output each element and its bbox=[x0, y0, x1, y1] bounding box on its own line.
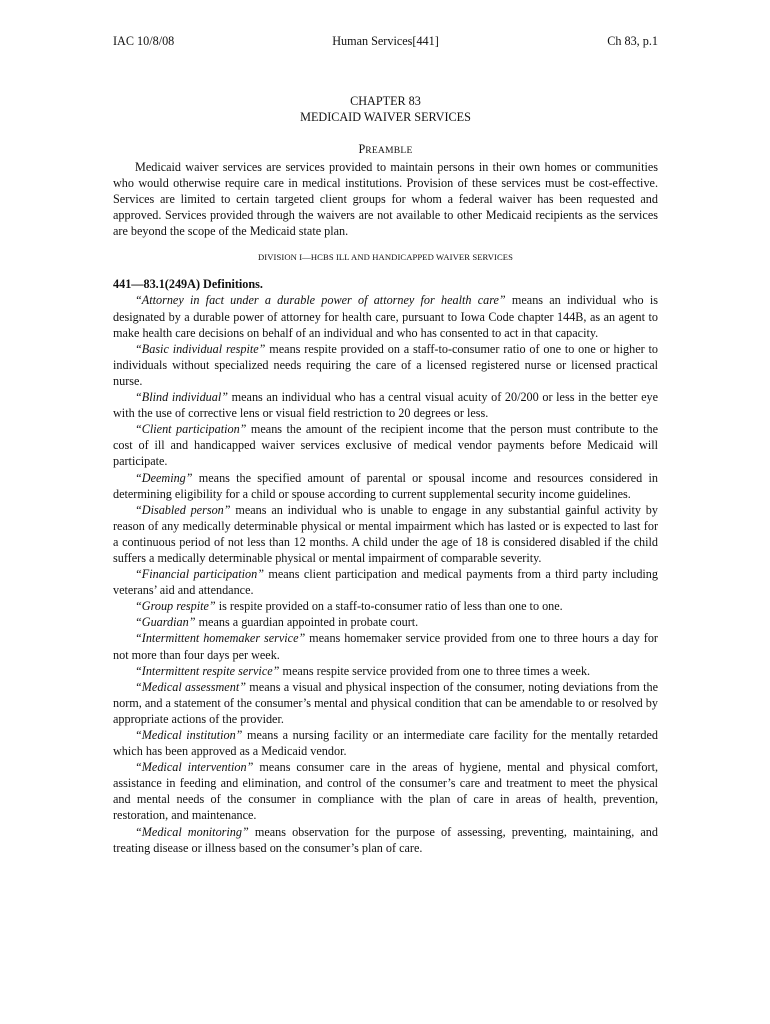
definition-disabled-person bbox=[113, 502, 658, 566]
definition-term: “Intermittent respite service” bbox=[135, 663, 280, 678]
definition-medical-intervention bbox=[113, 759, 658, 823]
definition-blind-individual bbox=[113, 389, 658, 421]
definition-text: means the specified amount of parental or spousal income and resources considered in determining eligibility for a child or spouse according to current supplemental security income guidelines. bbox=[113, 470, 658, 501]
definition-term: “Client participation” bbox=[135, 422, 247, 437]
definition-term: “Medical assessment” bbox=[135, 679, 246, 694]
preamble-heading-initial: P bbox=[358, 142, 366, 156]
definition-intermittent-respite-service bbox=[113, 663, 658, 679]
definition-text: means respite service provided from one to three times a week. bbox=[279, 663, 591, 678]
definition-term: “Disabled person” bbox=[135, 502, 231, 517]
definition-basic-individual-respite bbox=[113, 341, 658, 389]
definition-text: means homemaker service provided from one to three hours a day for not more than four days per week. bbox=[113, 631, 658, 662]
chapter-number: CHAPTER 83 bbox=[350, 94, 421, 108]
running-header bbox=[113, 34, 658, 52]
definition-term: “Attorney in fact under a durable power of attorney for health care” bbox=[135, 293, 506, 308]
definition-text: means client participation and medical payments from a third party including veterans’ aid and attendance. bbox=[113, 567, 658, 598]
definition-term: “Medical institution” bbox=[135, 728, 243, 742]
definition-term: “Blind individual” bbox=[135, 390, 229, 405]
definition-term: “Financial participation” bbox=[135, 567, 264, 582]
preamble-heading bbox=[113, 141, 658, 159]
preamble-heading-rest: REAMBLE bbox=[365, 145, 413, 156]
header-date: IAC 10/8/08 bbox=[113, 34, 175, 48]
definition-financial-participation bbox=[113, 566, 658, 598]
definition-text: means an individual who is designated by a durable power of attorney for health care, pursuant to Iowa Code chapter 144B, as an agent to make health care decisions on behalf of an individual and who has consented to act in that capacity. bbox=[113, 293, 659, 340]
definition-text: means observation for the purpose of assessing, preventing, maintaining, and treating disease or illness based on the consumer’s plan of care. bbox=[113, 824, 658, 855]
definition-text: is respite provided on a staff-to-consumer ratio of less than one to one. bbox=[215, 599, 563, 614]
definition-medical-monitoring bbox=[113, 824, 658, 856]
definition-text: means consumer care in the areas of hygiene, mental and physical comfort, assistance in feeding and elimination, and control of the consumer’s care and treatment to meet the physical and mental needs of the consumer in compliance with the plan of care in areas of health, prevention, restoration, and maintenance. bbox=[113, 760, 658, 823]
definition-text: means the amount of the recipient income that the person must contribute to the cost of ill and handicapped waiver services exclusive of medical vendor payments before Medicaid will participate. bbox=[113, 422, 658, 469]
definition-text: means an individual who has a central visual acuity of 20/200 or less in the better eye with the use of corrective lens or visual field restriction to 20 degrees or less. bbox=[113, 390, 659, 421]
definition-term: “Basic individual respite” bbox=[135, 341, 266, 356]
definition-term: “Medical monitoring” bbox=[135, 824, 249, 839]
preamble-paragraph: Medicaid waiver services are services provided to maintain persons in their own homes or communities who would otherwise require care in medical institutions. Provision of these services must be cost-effective. Services are limited to certain targeted client groups for whom a federal waiver has been requested and approved. Services provided through the waivers are not available to other Medicaid recipients as the services are beyond the scope of the Medicaid state plan. bbox=[113, 160, 658, 239]
definition-term: “Deeming” bbox=[135, 470, 193, 485]
definition-client-participation bbox=[113, 421, 658, 469]
definition-term: “Group respite” bbox=[135, 599, 216, 614]
definition-text: means a nursing facility or an intermediate care facility for the mentally retarded which has been approved as a Medicaid vendor. bbox=[113, 728, 658, 759]
definition-deeming bbox=[113, 470, 658, 502]
definition-medical-institution bbox=[113, 727, 658, 759]
definition-text: means a guardian appointed in probate court. bbox=[195, 615, 419, 630]
definition-guardian bbox=[113, 614, 658, 630]
definition-text: means an individual who is unable to engage in any substantial gainful activity by reason of any medically determinable physical or mental impairment which has lasted or is expected to last for a continuous period of not less than 12 months. A child under the age of 18 is considered disabled if the child suffers a medically determinable physical or mental impairment of comparable severity. bbox=[113, 502, 658, 565]
division-heading: DIVISION I—HCBS ILL AND HANDICAPPED WAIVER SERVICES bbox=[257, 252, 514, 263]
definition-medical-assessment bbox=[113, 679, 658, 727]
definition-term: “Medical intervention” bbox=[135, 760, 254, 775]
definition-group-respite bbox=[113, 598, 658, 614]
definition-text: means a visual and physical inspection of the consumer, noting deviations from the norm, and a statement of the consumer’s mental and physical condition that can be amendable to or resolved by appropriate actions of the provider. bbox=[113, 679, 658, 726]
definition-text: means respite provided on a staff-to-consumer ratio of one to one or higher to individuals without specialized needs requiring the care of a licensed registered nurse or licensed practical nurse. bbox=[113, 341, 658, 388]
header-page-number: Ch 83, p.1 bbox=[607, 34, 658, 48]
definition-term: “Intermittent homemaker service” bbox=[135, 631, 306, 646]
definition-intermittent-homemaker-service bbox=[113, 630, 658, 662]
header-title: Human Services[441] bbox=[332, 34, 439, 48]
definition-term: “Guardian” bbox=[135, 615, 196, 630]
chapter-heading bbox=[113, 93, 658, 125]
document-page bbox=[113, 34, 658, 856]
chapter-title: MEDICAID WAIVER SERVICES bbox=[300, 110, 471, 124]
rule-heading: 441—83.1(249A) Definitions. bbox=[113, 277, 263, 292]
definition-attorney-in-fact bbox=[113, 292, 658, 340]
